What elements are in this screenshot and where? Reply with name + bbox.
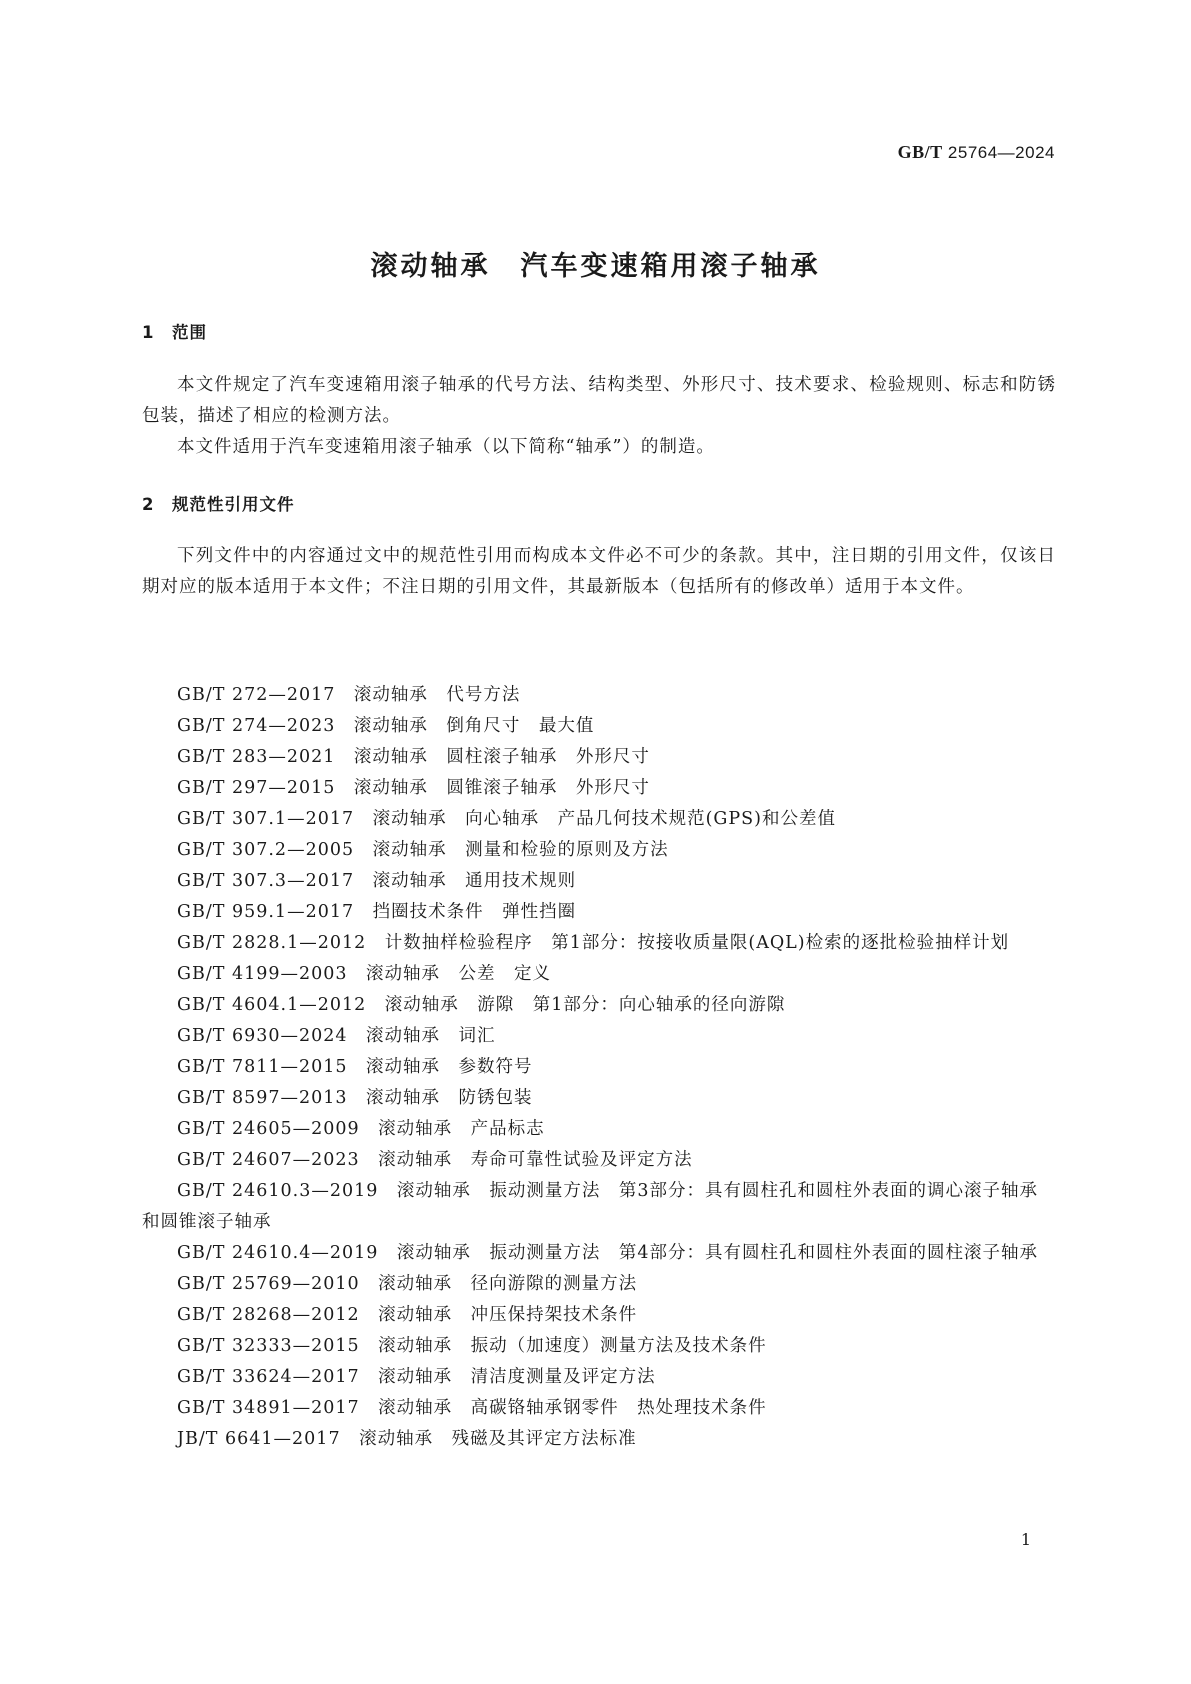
reference-item: GB/T 307.3—2017 滚动轴承 通用技术规则 [177, 871, 577, 891]
standard-code: 25764—2024 [947, 143, 1055, 162]
reference-item: GB/T 4604.1—2012 滚动轴承 游隙 第1部分：向心轴承的径向游隙 [177, 995, 786, 1015]
reference-list [142, 680, 1056, 1455]
standard-number [898, 142, 1055, 163]
reference-item: GB/T 272—2017 滚动轴承 代号方法 [177, 685, 521, 705]
reference-item: GB/T 6930—2024 滚动轴承 词汇 [177, 1026, 496, 1046]
reference-item: GB/T 28268—2012 滚动轴承 冲压保持架技术条件 [177, 1305, 638, 1325]
reference-item: GB/T 2828.1—2012 计数抽样检验程序 第1部分：按接收质量限(AQL)检索的逐批检验抽样计划 [177, 933, 1010, 953]
reference-item: GB/T 25769—2010 滚动轴承 径向游隙的测量方法 [177, 1274, 638, 1294]
paragraph: 本文件适用于汽车变速箱用滚子轴承（以下简称“轴承”）的制造。 [177, 437, 715, 457]
reference-item: GB/T 33624—2017 滚动轴承 清洁度测量及评定方法 [177, 1367, 656, 1387]
reference-item: GB/T 307.2—2005 滚动轴承 测量和检验的原则及方法 [177, 840, 669, 860]
section-heading-scope [142, 319, 207, 343]
reference-item: GB/T 297—2015 滚动轴承 圆锥滚子轴承 外形尺寸 [177, 778, 650, 798]
reference-item: GB/T 24610.3—2019 滚动轴承 振动测量方法 第3部分：具有圆柱孔和圆柱外表面的调心滚子轴承和圆锥滚子轴承 [142, 1181, 1039, 1232]
reference-item: GB/T 283—2021 滚动轴承 圆柱滚子轴承 外形尺寸 [177, 747, 650, 767]
section-number: 2 [142, 495, 155, 514]
section-title: 规范性引用文件 [172, 495, 295, 514]
reference-item: GB/T 34891—2017 滚动轴承 高碳铬轴承钢零件 热处理技术条件 [177, 1398, 767, 1418]
standard-prefix: GB/T [897, 142, 943, 162]
reference-item: GB/T 24605—2009 滚动轴承 产品标志 [177, 1119, 545, 1139]
reference-item: GB/T 24607—2023 滚动轴承 寿命可靠性试验及评定方法 [177, 1150, 693, 1170]
reference-item: GB/T 8597—2013 滚动轴承 防锈包装 [177, 1088, 533, 1108]
document-title: 滚动轴承 汽车变速箱用滚子轴承 [370, 251, 821, 282]
page-number: 1 [1020, 1530, 1031, 1549]
reference-item: GB/T 7811—2015 滚动轴承 参数符号 [177, 1057, 533, 1077]
reference-item: GB/T 24610.4—2019 滚动轴承 振动测量方法 第4部分：具有圆柱孔和圆柱外表面的圆柱滚子轴承 [177, 1243, 1039, 1263]
reference-item: GB/T 274—2023 滚动轴承 倒角尺寸 最大值 [177, 716, 595, 736]
reference-item: GB/T 32333—2015 滚动轴承 振动（加速度）测量方法及技术条件 [177, 1336, 767, 1356]
reference-item: GB/T 307.1—2017 滚动轴承 向心轴承 产品几何技术规范(GPS)和公差值 [177, 809, 837, 829]
reference-item: JB/T 6641—2017 滚动轴承 残磁及其评定方法标准 [177, 1429, 637, 1449]
paragraph: 本文件规定了汽车变速箱用滚子轴承的代号方法、结构类型、外形尺寸、技术要求、检验规则、标志和防锈包装，描述了相应的检测方法。 [142, 375, 1056, 426]
section-number: 1 [142, 323, 155, 342]
section-heading-normative-references [142, 491, 295, 515]
paragraph: 下列文件中的内容通过文中的规范性引用而构成本文件必不可少的条款。其中，注日期的引用文件，仅该日期对应的版本适用于本文件；不注日期的引用文件，其最新版本（包括所有的修改单）适用于本文件。 [142, 546, 1056, 597]
section-title: 范围 [172, 323, 207, 342]
reference-item: GB/T 4199—2003 滚动轴承 公差 定义 [177, 964, 552, 984]
reference-item: GB/T 959.1—2017 挡圈技术条件 弹性挡圈 [177, 902, 577, 922]
